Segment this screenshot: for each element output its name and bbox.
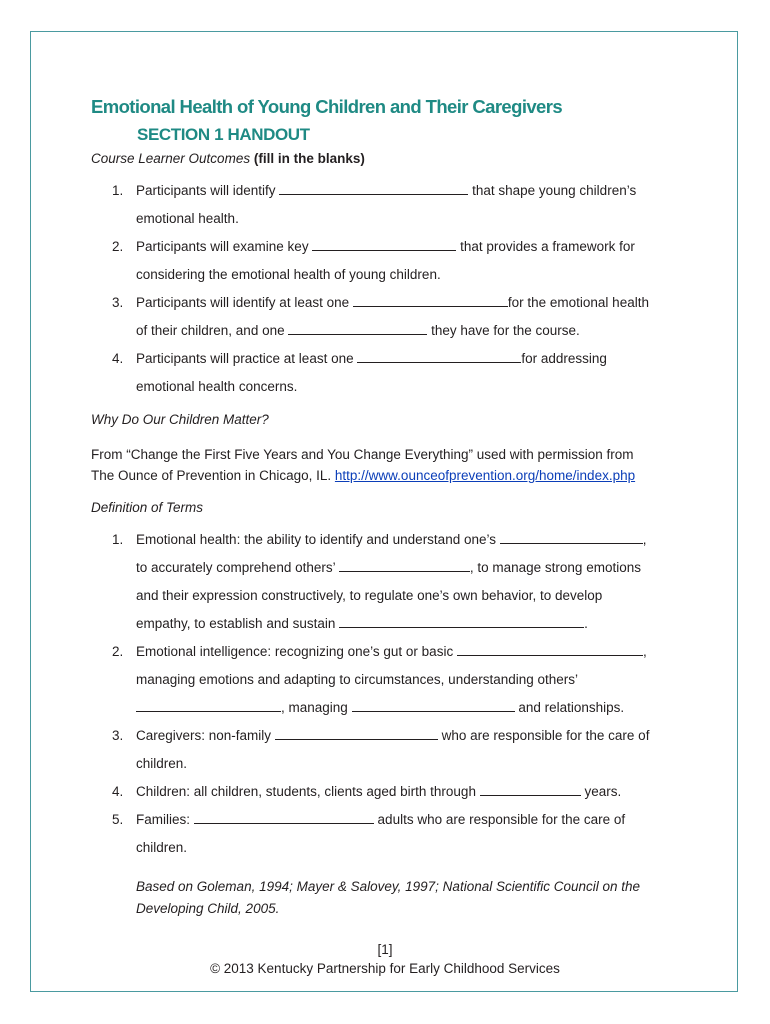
page-number: [1] xyxy=(377,942,393,957)
item-text: they have for the course. xyxy=(431,323,580,338)
item-text: and relationships. xyxy=(518,700,625,715)
item-number: 3. xyxy=(112,728,124,743)
list-item xyxy=(91,233,691,289)
list-item xyxy=(91,177,691,233)
why-text: The Ounce of Prevention in Chicago, IL. xyxy=(91,468,332,483)
item-number: 1. xyxy=(112,183,124,198)
item-number: 2. xyxy=(112,239,124,254)
item-number: 1. xyxy=(112,532,124,547)
item-number: 3. xyxy=(112,295,124,310)
fill-blank[interactable] xyxy=(275,725,438,740)
fill-blank[interactable] xyxy=(353,292,508,307)
item-text: . xyxy=(584,616,588,631)
source-citation xyxy=(136,876,691,920)
list-item xyxy=(91,289,691,345)
item-text: , xyxy=(642,644,647,659)
item-number: 5. xyxy=(112,812,124,827)
item-text: Participants will practice at least one xyxy=(136,351,354,366)
item-text: for the emotional health xyxy=(507,295,649,310)
item-text: emotional health. xyxy=(136,211,239,226)
fill-blank[interactable] xyxy=(312,236,456,251)
list-item xyxy=(91,778,691,806)
item-text: Participants will identify xyxy=(136,183,276,198)
why-heading: Why Do Our Children Matter? xyxy=(91,412,269,427)
item-text: , managing xyxy=(281,700,348,715)
fill-blank[interactable] xyxy=(279,180,468,195)
definitions-list xyxy=(91,526,691,862)
definitions-heading: Definition of Terms xyxy=(91,500,204,515)
item-text: Participants will examine key xyxy=(136,239,309,254)
item-text: adults who are responsible for the care of xyxy=(377,812,626,827)
fill-blank[interactable] xyxy=(457,641,643,656)
item-text: who are responsible for the care of xyxy=(441,728,650,743)
item-text: empathy, to establish and sustain xyxy=(136,616,336,631)
list-item xyxy=(91,345,691,401)
list-item xyxy=(91,526,691,638)
fill-blank[interactable] xyxy=(500,529,643,544)
handout-content xyxy=(91,96,691,920)
item-text: , xyxy=(642,532,647,547)
item-text: Participants will identify at least one xyxy=(136,295,350,310)
item-text: , to manage strong emotions xyxy=(469,560,641,575)
list-item xyxy=(91,806,691,862)
item-text: Emotional intelligence: recognizing one’s gut or basic xyxy=(136,644,454,659)
item-text: to accurately comprehend others’ xyxy=(136,560,336,575)
why-text: From “Change the First Five Years and You Change Everything” used with permission from xyxy=(91,447,634,462)
item-text: years. xyxy=(584,784,622,799)
citation-text: Based on Goleman, 1994; Mayer & Salovey, 1997; National Scientific Council on the xyxy=(136,879,641,894)
fill-blank[interactable] xyxy=(357,348,521,363)
list-item xyxy=(91,722,691,778)
fill-blank[interactable] xyxy=(352,697,515,712)
outcomes-heading xyxy=(91,150,691,168)
item-text: children. xyxy=(136,756,188,771)
why-paragraph xyxy=(91,444,691,486)
item-text: that shape young children’s xyxy=(472,183,637,198)
item-text: emotional health concerns. xyxy=(136,379,298,394)
item-text: of their children, and one xyxy=(136,323,285,338)
item-number: 4. xyxy=(112,351,124,366)
list-item xyxy=(91,638,691,722)
item-number: 2. xyxy=(112,644,124,659)
fill-blank[interactable] xyxy=(339,613,584,628)
fill-blank[interactable] xyxy=(194,809,374,824)
outcomes-list xyxy=(91,177,691,401)
ounce-link[interactable]: http://www.ounceofprevention.org/home/index.php xyxy=(334,468,636,483)
item-text: that provides a framework for xyxy=(460,239,635,254)
item-text: for addressing xyxy=(521,351,607,366)
item-text: Families: xyxy=(136,812,191,827)
item-text: considering the emotional health of young children. xyxy=(136,267,441,282)
outcomes-heading-note: (fill in the blanks) xyxy=(253,151,365,166)
item-text: children. xyxy=(136,840,188,855)
section-title: SECTION 1 HANDOUT xyxy=(137,125,310,144)
fill-blank[interactable] xyxy=(136,697,281,712)
fill-blank[interactable] xyxy=(339,557,470,572)
item-text: Emotional health: the ability to identify and understand one’s xyxy=(136,532,496,547)
item-text: Children: all children, students, clients aged birth through xyxy=(136,784,476,799)
document-title: Emotional Health of Young Children and Their Caregivers xyxy=(91,96,563,117)
item-number: 4. xyxy=(112,784,124,799)
citation-text: Developing Child, 2005. xyxy=(136,901,280,916)
item-text: and their expression constructively, to regulate one’s own behavior, to develop xyxy=(136,588,603,603)
outcomes-heading-label: Course Learner Outcomes xyxy=(91,151,251,166)
item-text: Caregivers: non-family xyxy=(136,728,272,743)
copyright: © 2013 Kentucky Partnership for Early Childhood Services xyxy=(210,961,560,976)
fill-blank[interactable] xyxy=(288,320,427,335)
item-text: managing emotions and adapting to circumstances, understanding others’ xyxy=(136,672,579,687)
fill-blank[interactable] xyxy=(480,781,581,796)
